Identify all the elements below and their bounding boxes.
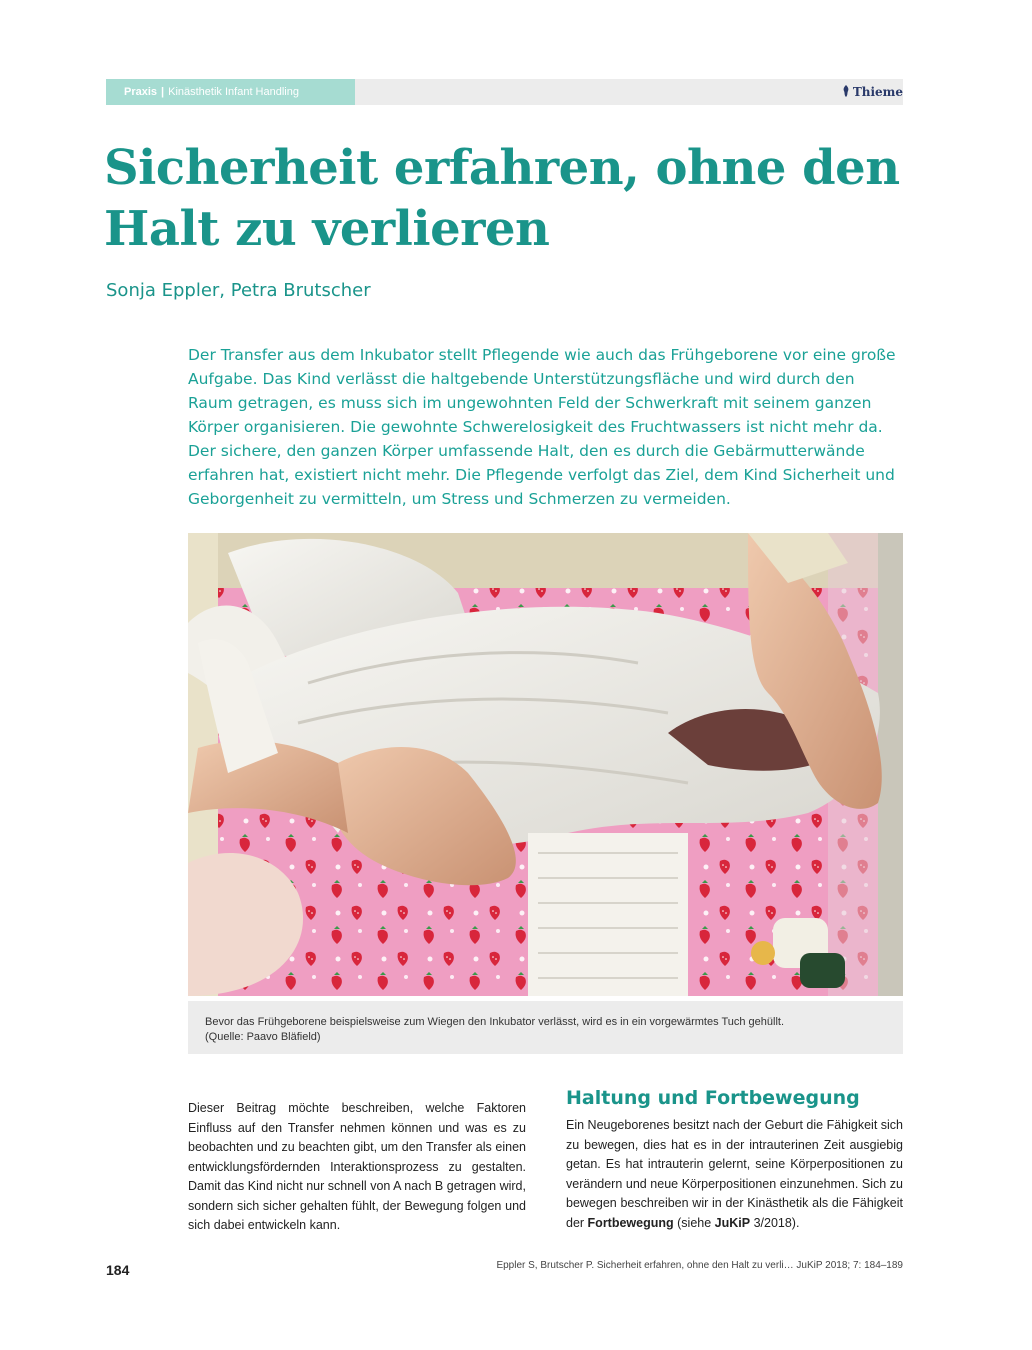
section-heading: Haltung und Fortbewegung	[566, 1087, 860, 1109]
section-text-1: Ein Neugeborenes besitzt nach der Geburt die Fähigkeit sich zu bewegen, dies hat es in der intrauterinen Zeit ausgiebig getan. Es hat intrauterin gelernt, seine Körperpositionen zu verändern und neue Körperpositionen einzunehmen. Sich zu bewegen beschreiben wir in der Kinästhetik als die Fähigkeit der	[566, 1118, 903, 1230]
thieme-logo-icon	[842, 85, 850, 97]
lead-paragraph: Der Transfer aus dem Inkubator stellt Pflegende wie auch das Frühgeborene vor eine große Aufgabe. Das Kind verlässt die haltgebende Unterstützungsfläche und wird durch den Raum getragen, es muss sich im ungewohnten Feld der Schwerkraft mit seinem ganzen Körper organisieren. Die gewohnte Schwerelosigkeit des Fruchtwassers ist nicht mehr da. Der sichere, den ganzen Körper umfassende Halt, den es durch die Gebärmutterwände erfahren hat, existiert nicht mehr. Die Pflegende verfolgt das Ziel, dem Kind Sicherheit und Geborgenheit zu vermitteln, um Stress und Schmerzen zu vermeiden.	[188, 346, 896, 508]
publisher-logo	[842, 79, 903, 105]
section-name: Praxis	[124, 86, 158, 98]
citation-line: Eppler S, Brutscher P. Sicherheit erfahren, ohne den Halt zu verli… JuKiP 2018; 7: 184–189	[496, 1260, 903, 1271]
article-authors: Sonja Eppler, Petra Brutscher	[106, 280, 371, 301]
caption-source: (Quelle: Paavo Bläfield)	[205, 1030, 321, 1043]
section-text-3: 3/2018).	[750, 1215, 800, 1230]
subsection-name: Kinästhetik Infant Handling	[168, 86, 299, 98]
intro-paragraph: Dieser Beitrag möchte beschreiben, welche Faktoren Einfluss auf den Transfer nehmen können und was es zu beobachten und zu beachten gibt, um den Transfer als einen entwicklungsfördernden Interaktionsprozess zu gestalten. Damit das Kind nicht nur schnell von A nach B getragen wird, sondern sich sicher gehalten fühlt, der Bewegung folgen und sich dabei entwickeln kann.	[188, 1101, 526, 1232]
journal-name: JuKiP	[714, 1215, 751, 1230]
page-number: 184	[106, 1262, 130, 1278]
article-photo	[188, 533, 903, 996]
section-separator: |	[161, 86, 165, 98]
section-paragraph	[566, 1116, 903, 1233]
section-label	[106, 79, 355, 105]
publisher-name: Thieme	[852, 85, 903, 99]
term-fortbewegung: Fortbewegung	[587, 1215, 674, 1230]
article-title: Sicherheit erfahren, ohne den Halt zu verlieren	[104, 140, 900, 257]
figure-caption	[188, 1001, 903, 1054]
caption-text: Bevor das Frühgeborene beispielsweise zum Wiegen den Inkubator verlässt, wird es in ein vorgewärmtes Tuch gehüllt.	[205, 1016, 785, 1028]
section-text-2: (siehe	[673, 1215, 715, 1230]
section-column	[566, 1086, 903, 1233]
